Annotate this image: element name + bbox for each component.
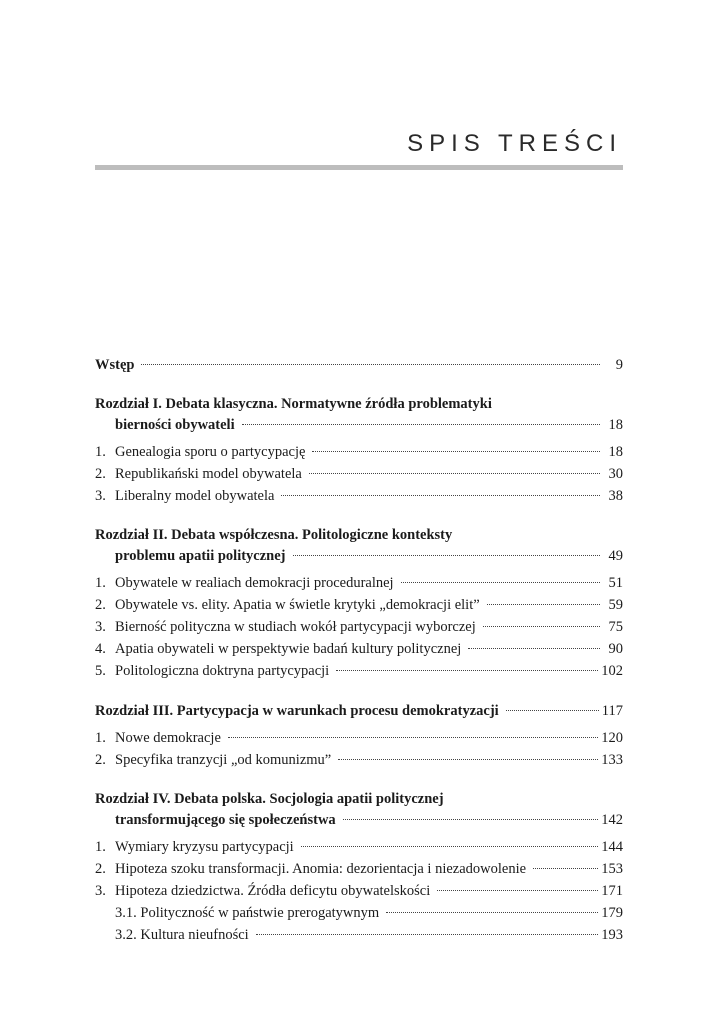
chapter-1 xyxy=(95,394,623,507)
toc-page-number: 75 xyxy=(608,619,623,635)
item-number: 4. xyxy=(95,641,106,657)
chapter-3 xyxy=(95,700,623,771)
toc-page-number: 18 xyxy=(608,444,623,460)
item-number: 1. xyxy=(95,444,106,460)
toc-entry-label: Hipoteza dziedzictwa. Źródła deficytu obywatelskości xyxy=(115,883,431,899)
toc-item[interactable] xyxy=(95,616,623,638)
leader-dots xyxy=(228,737,598,738)
chapter-3-title[interactable] xyxy=(95,700,623,722)
leader-dots xyxy=(281,495,600,496)
chapter-4-title-line2[interactable] xyxy=(95,809,623,831)
leader-dots xyxy=(506,710,599,711)
toc-entry-label: Liberalny model obywatela xyxy=(115,488,275,504)
toc-entry-label: Genealogia sporu o partycypację xyxy=(115,444,306,460)
chapter-1-title-line1[interactable]: Rozdział I. Debata klasyczna. Normatywne źródła problematyki xyxy=(95,396,492,412)
toc-page-number: 90 xyxy=(608,641,623,657)
toc-item[interactable] xyxy=(95,749,623,771)
chapter-2-title-line1[interactable]: Rozdział II. Debata współczesna. Politologiczne konteksty xyxy=(95,527,453,543)
toc-page-number: 142 xyxy=(601,812,623,828)
item-number: 3. xyxy=(95,488,106,504)
toc-item[interactable] xyxy=(95,727,623,749)
toc-item[interactable] xyxy=(95,594,623,616)
toc-page-number: 59 xyxy=(608,597,623,613)
toc-entry-label: Bierność polityczna w studiach wokół partycypacji wyborczej xyxy=(115,619,476,635)
toc-entry-label: Hipoteza szoku transformacji. Anomia: dezorientacja i niezadowolenie xyxy=(115,861,527,877)
toc-entry-label: transformującego się społeczeństwa xyxy=(115,812,336,828)
toc-subitem[interactable] xyxy=(95,902,623,924)
toc-entry-label: problemu apatii politycznej xyxy=(115,548,286,564)
toc-entry-label: 3.1. Polityczność w państwie prerogatywnym xyxy=(115,905,380,921)
item-number: 3. xyxy=(95,619,106,635)
toc-item[interactable] xyxy=(95,572,623,594)
chapter-2-title-line2[interactable] xyxy=(95,545,623,567)
toc-entry-label: Republikański model obywatela xyxy=(115,466,302,482)
leader-dots xyxy=(336,670,598,671)
toc-page-number: 49 xyxy=(608,548,623,564)
chapter-4 xyxy=(95,789,623,946)
leader-dots xyxy=(533,868,598,869)
item-number: 3. xyxy=(95,883,106,899)
toc-page-number: 120 xyxy=(601,730,623,746)
item-number: 2. xyxy=(95,752,106,768)
toc-page-number: 51 xyxy=(608,575,623,591)
item-number: 2. xyxy=(95,466,106,482)
leader-dots xyxy=(256,934,599,935)
toc-item[interactable] xyxy=(95,441,623,463)
toc-entry-label: 3.2. Kultura nieufności xyxy=(115,927,249,943)
toc-item[interactable] xyxy=(95,463,623,485)
item-number: 1. xyxy=(95,839,106,855)
title-rule xyxy=(95,165,623,170)
toc-page-number: 38 xyxy=(608,488,623,504)
toc-subitem[interactable] xyxy=(95,924,623,946)
toc-entry-label: Apatia obywateli w perspektywie badań kultury politycznej xyxy=(115,641,462,657)
toc-page-number: 9 xyxy=(615,357,623,373)
leader-dots xyxy=(242,424,600,425)
item-number: 2. xyxy=(95,597,106,613)
item-number: 2. xyxy=(95,861,106,877)
toc-page-number: 153 xyxy=(601,861,623,877)
chapter-4-title-line1[interactable]: Rozdział IV. Debata polska. Socjologia apatii politycznej xyxy=(95,791,444,807)
leader-dots xyxy=(301,846,599,847)
leader-dots xyxy=(401,582,600,583)
toc-entry-intro[interactable] xyxy=(95,354,623,376)
toc-item[interactable] xyxy=(95,660,623,682)
leader-dots xyxy=(468,648,600,649)
toc-entry-label: Wymiary kryzysu partycypacji xyxy=(115,839,294,855)
toc-item[interactable] xyxy=(95,858,623,880)
table-of-contents xyxy=(95,354,623,946)
toc-entry-label: Obywatele vs. elity. Apatia w świetle krytyki „demokracji elit” xyxy=(115,597,480,613)
toc-item[interactable] xyxy=(95,836,623,858)
leader-dots xyxy=(483,626,600,627)
toc-item[interactable] xyxy=(95,880,623,902)
toc-entry-label: Obywatele w realiach demokracji proceduralnej xyxy=(115,575,394,591)
leader-dots xyxy=(437,890,598,891)
toc-page-number: 30 xyxy=(608,466,623,482)
toc-page-number: 193 xyxy=(601,927,623,943)
item-number: 1. xyxy=(95,575,106,591)
toc-page-number: 144 xyxy=(601,839,623,855)
toc-entry-label: Wstęp xyxy=(95,357,135,373)
leader-dots xyxy=(338,759,598,760)
leader-dots xyxy=(312,451,600,452)
page-title: SPIS TREŚCI xyxy=(407,130,622,157)
leader-dots xyxy=(309,473,600,474)
toc-entry-label: Politologiczna doktryna partycypacji xyxy=(115,663,330,679)
toc-page-number: 179 xyxy=(601,905,623,921)
item-number: 5. xyxy=(95,663,106,679)
leader-dots xyxy=(487,604,600,605)
toc-entry-label: Rozdział III. Partycypacja w warunkach procesu demokratyzacji xyxy=(95,703,499,719)
toc-entry-label: Specyfika tranzycji „od komunizmu” xyxy=(115,752,332,768)
toc-entry-label: Nowe demokracje xyxy=(115,730,221,746)
toc-page-number: 102 xyxy=(601,663,623,679)
leader-dots xyxy=(343,819,599,820)
leader-dots xyxy=(293,555,600,556)
toc-item[interactable] xyxy=(95,638,623,660)
toc-page-number: 133 xyxy=(601,752,623,768)
item-number: 1. xyxy=(95,730,106,746)
toc-page-number: 18 xyxy=(608,417,623,433)
chapter-2 xyxy=(95,525,623,682)
toc-page-number: 171 xyxy=(601,883,623,899)
chapter-1-title-line2[interactable] xyxy=(95,414,623,436)
leader-dots xyxy=(141,364,600,365)
toc-item[interactable] xyxy=(95,485,623,507)
leader-dots xyxy=(386,912,598,913)
toc-page-number: 117 xyxy=(601,703,623,719)
toc-entry-label: bierności obywateli xyxy=(115,417,235,433)
